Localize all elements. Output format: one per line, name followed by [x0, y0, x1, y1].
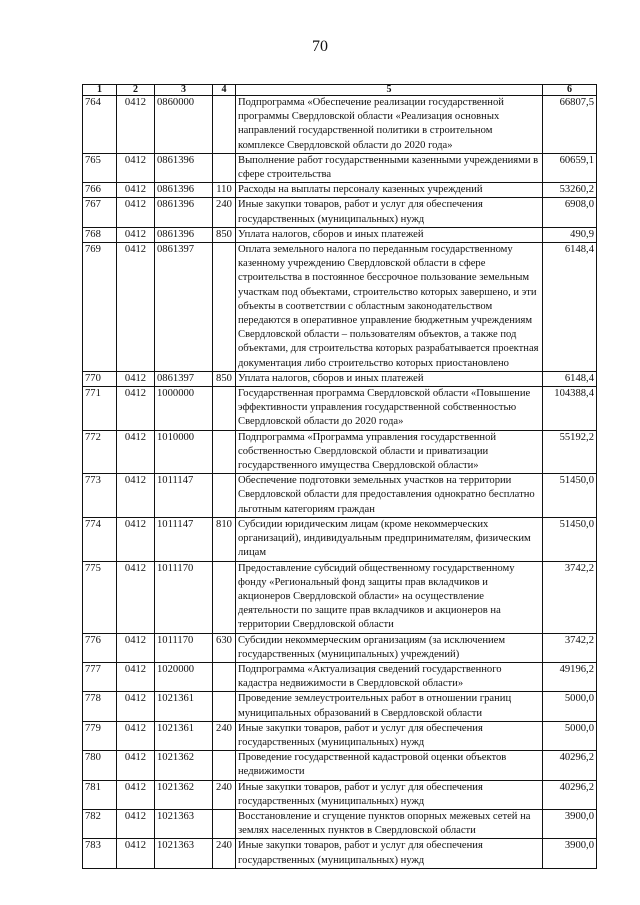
expense-type-code: 240	[213, 198, 236, 227]
amount: 53260,2	[543, 183, 597, 198]
section-code: 0412	[117, 243, 155, 372]
expense-type-code	[213, 662, 236, 691]
expense-type-code: 240	[213, 721, 236, 750]
item-name: Иные закупки товаров, работ и услуг для обеспечения государственных (муниципальных) нужд	[236, 780, 543, 809]
item-name: Уплата налогов, сборов и иных платежей	[236, 371, 543, 386]
amount: 55192,2	[543, 430, 597, 474]
expense-type-code: 630	[213, 633, 236, 662]
header-cell: 1	[83, 85, 117, 96]
section-code: 0412	[117, 721, 155, 750]
item-name: Субсидии юридическим лицам (кроме некоммерческих организаций), индивидуальным предпринимателям, физическим лицам	[236, 517, 543, 561]
row-number: 765	[83, 153, 117, 182]
item-name: Подпрограмма «Обеспечение реализации государственной программы Свердловской области «Реализация основных направлений государственной политики в строительном комплексе Свердловской области до 2020 года»	[236, 96, 543, 154]
expense-type-code: 850	[213, 227, 236, 242]
item-name: Проведение государственной кадастровой оценки объектов недвижимости	[236, 751, 543, 780]
section-code: 0412	[117, 517, 155, 561]
target-item-code: 0861397	[155, 371, 213, 386]
expense-type-code	[213, 153, 236, 182]
amount: 40296,2	[543, 751, 597, 780]
target-item-code: 0861396	[155, 153, 213, 182]
item-name: Предоставление субсидий общественному государственному фонду «Региональный фонд защиты прав вкладчиков и акционеров Свердловской области» на осуществление деятельности по защите прав вкладчиков и акционеров на территории Свердловской области	[236, 561, 543, 633]
expense-type-code	[213, 751, 236, 780]
target-item-code: 1021363	[155, 839, 213, 868]
table-row	[83, 692, 597, 721]
expense-type-code	[213, 96, 236, 154]
section-code: 0412	[117, 780, 155, 809]
item-name: Иные закупки товаров, работ и услуг для обеспечения государственных (муниципальных) нужд	[236, 721, 543, 750]
amount: 6148,4	[543, 243, 597, 372]
target-item-code: 0861397	[155, 243, 213, 372]
target-item-code: 1021361	[155, 692, 213, 721]
expense-type-code	[213, 430, 236, 474]
section-code: 0412	[117, 633, 155, 662]
budget-table	[82, 84, 597, 869]
item-name: Выполнение работ государственными казенными учреждениями в сфере строительства	[236, 153, 543, 182]
table-row	[83, 243, 597, 372]
row-number: 774	[83, 517, 117, 561]
target-item-code: 1021362	[155, 780, 213, 809]
item-name: Оплата земельного налога по переданным государственному казенному учреждению Свердловской области в сфере строительства в постоянное бессрочное пользование земельным участкам под объектами, строительство которых завершено, и эти объекты в соответствии с областным законодательством передаются в оперативное управление бюджетным учреждениям Свердловской области – пользователям объектов, а также под объектами, для строительства которых разрабатывается проектная документация либо строительство которых приостановлено	[236, 243, 543, 372]
expense-type-code: 810	[213, 517, 236, 561]
item-name: Обеспечение подготовки земельных участков на территории Свердловской области для предоставления однократно бесплатно льготным категориям граждан	[236, 474, 543, 518]
amount: 490,9	[543, 227, 597, 242]
section-code: 0412	[117, 809, 155, 838]
section-code: 0412	[117, 662, 155, 691]
row-number: 775	[83, 561, 117, 633]
item-name: Уплата налогов, сборов и иных платежей	[236, 227, 543, 242]
table-row	[83, 387, 597, 431]
row-number: 770	[83, 371, 117, 386]
target-item-code: 1021363	[155, 809, 213, 838]
item-name: Подпрограмма «Актуализация сведений государственного кадастра недвижимости в Свердловской области»	[236, 662, 543, 691]
row-number: 780	[83, 751, 117, 780]
amount: 60659,1	[543, 153, 597, 182]
amount: 3900,0	[543, 839, 597, 868]
section-code: 0412	[117, 153, 155, 182]
table-row	[83, 721, 597, 750]
expense-type-code	[213, 243, 236, 372]
section-code: 0412	[117, 751, 155, 780]
header-cell: 4	[213, 85, 236, 96]
item-name: Иные закупки товаров, работ и услуг для обеспечения государственных (муниципальных) нужд	[236, 839, 543, 868]
row-number: 777	[83, 662, 117, 691]
table-row	[83, 633, 597, 662]
table-row	[83, 474, 597, 518]
amount: 104388,4	[543, 387, 597, 431]
section-code: 0412	[117, 561, 155, 633]
section-code: 0412	[117, 371, 155, 386]
item-name: Проведение землеустроительных работ в отношении границ муниципальных образований в Свердловской области	[236, 692, 543, 721]
table-row	[83, 662, 597, 691]
table-row	[83, 751, 597, 780]
table-row	[83, 780, 597, 809]
amount: 6908,0	[543, 198, 597, 227]
header-cell: 5	[236, 85, 543, 96]
row-number: 773	[83, 474, 117, 518]
table-header-row	[83, 85, 597, 96]
item-name: Иные закупки товаров, работ и услуг для обеспечения государственных (муниципальных) нужд	[236, 198, 543, 227]
target-item-code: 1021361	[155, 721, 213, 750]
item-name: Расходы на выплаты персоналу казенных учреждений	[236, 183, 543, 198]
header-cell: 3	[155, 85, 213, 96]
expense-type-code: 110	[213, 183, 236, 198]
table-row	[83, 809, 597, 838]
target-item-code: 0861396	[155, 227, 213, 242]
row-number: 769	[83, 243, 117, 372]
amount: 51450,0	[543, 517, 597, 561]
table-row	[83, 96, 597, 154]
amount: 5000,0	[543, 721, 597, 750]
table-row	[83, 839, 597, 868]
target-item-code: 1011170	[155, 633, 213, 662]
target-item-code: 0860000	[155, 96, 213, 154]
expense-type-code	[213, 692, 236, 721]
expense-type-code	[213, 809, 236, 838]
item-name: Подпрограмма «Программа управления государственной собственностью Свердловской области и приватизации государственного имущества Свердловской области»	[236, 430, 543, 474]
section-code: 0412	[117, 183, 155, 198]
expense-type-code: 240	[213, 839, 236, 868]
row-number: 764	[83, 96, 117, 154]
amount: 5000,0	[543, 692, 597, 721]
row-number: 767	[83, 198, 117, 227]
expense-type-code: 240	[213, 780, 236, 809]
table-row	[83, 517, 597, 561]
table-row	[83, 227, 597, 242]
target-item-code: 1011170	[155, 561, 213, 633]
row-number: 771	[83, 387, 117, 431]
row-number: 778	[83, 692, 117, 721]
page-number: 70	[312, 38, 328, 55]
section-code: 0412	[117, 198, 155, 227]
section-code: 0412	[117, 96, 155, 154]
row-number: 779	[83, 721, 117, 750]
section-code: 0412	[117, 387, 155, 431]
amount: 66807,5	[543, 96, 597, 154]
target-item-code: 0861396	[155, 183, 213, 198]
amount: 3900,0	[543, 809, 597, 838]
row-number: 768	[83, 227, 117, 242]
section-code: 0412	[117, 839, 155, 868]
expense-type-code	[213, 474, 236, 518]
header-cell: 6	[543, 85, 597, 96]
row-number: 772	[83, 430, 117, 474]
table-row	[83, 561, 597, 633]
amount: 3742,2	[543, 561, 597, 633]
header-cell: 2	[117, 85, 155, 96]
amount: 6148,4	[543, 371, 597, 386]
row-number: 781	[83, 780, 117, 809]
section-code: 0412	[117, 227, 155, 242]
section-code: 0412	[117, 692, 155, 721]
row-number: 776	[83, 633, 117, 662]
target-item-code: 1020000	[155, 662, 213, 691]
amount: 3742,2	[543, 633, 597, 662]
target-item-code: 1011147	[155, 517, 213, 561]
table-row	[83, 430, 597, 474]
section-code: 0412	[117, 474, 155, 518]
amount: 49196,2	[543, 662, 597, 691]
amount: 51450,0	[543, 474, 597, 518]
amount: 40296,2	[543, 780, 597, 809]
table-row	[83, 153, 597, 182]
target-item-code: 1010000	[155, 430, 213, 474]
row-number: 782	[83, 809, 117, 838]
table-row	[83, 183, 597, 198]
expense-type-code	[213, 561, 236, 633]
section-code: 0412	[117, 430, 155, 474]
target-item-code: 1000000	[155, 387, 213, 431]
item-name: Субсидии некоммерческим организациям (за исключением государственных (муниципальных) учреждений)	[236, 633, 543, 662]
target-item-code: 0861396	[155, 198, 213, 227]
table-row	[83, 371, 597, 386]
item-name: Восстановление и сгущение пунктов опорных межевых сетей на землях населенных пунктов в Свердловской области	[236, 809, 543, 838]
row-number: 766	[83, 183, 117, 198]
item-name: Государственная программа Свердловской области «Повышение эффективности управления государственной собственностью Свердловской области до 2020 года»	[236, 387, 543, 431]
row-number: 783	[83, 839, 117, 868]
table-row	[83, 198, 597, 227]
target-item-code: 1021362	[155, 751, 213, 780]
expense-type-code	[213, 387, 236, 431]
expense-type-code: 850	[213, 371, 236, 386]
target-item-code: 1011147	[155, 474, 213, 518]
